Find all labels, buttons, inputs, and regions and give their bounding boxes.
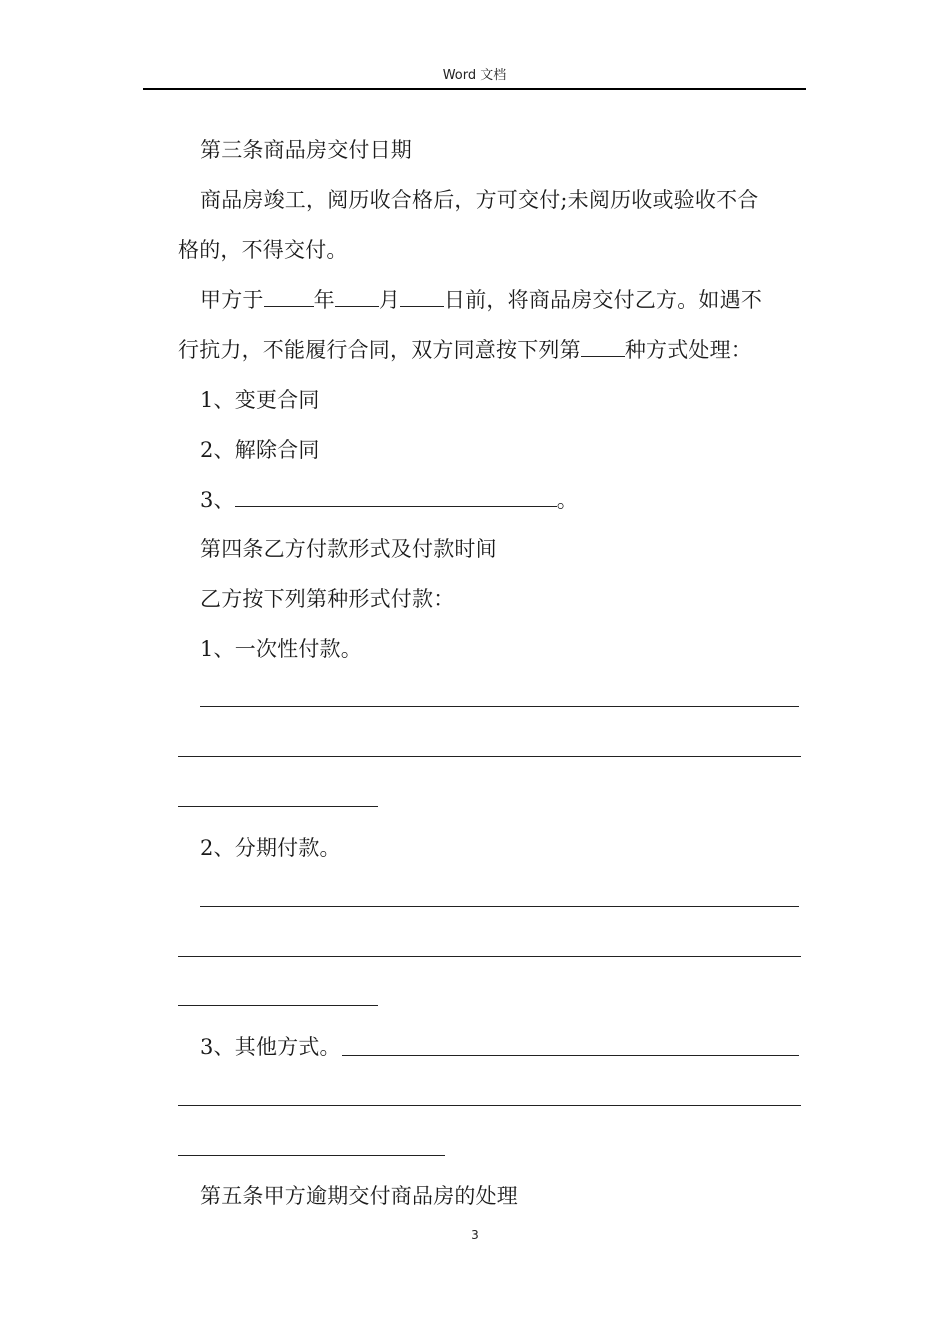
text-segment: 3、 bbox=[200, 488, 235, 512]
article3-item3 bbox=[178, 484, 824, 516]
article3-para2-line2 bbox=[178, 334, 802, 366]
page-number: 3 bbox=[471, 1228, 479, 1242]
fill-line bbox=[178, 1105, 801, 1106]
article3-item2: 2、解除合同 bbox=[200, 438, 320, 462]
fill-line bbox=[342, 1055, 799, 1056]
fill-line bbox=[200, 906, 799, 907]
fill-line bbox=[178, 1155, 445, 1156]
fill-line bbox=[178, 806, 378, 807]
fill-blank-option bbox=[581, 334, 625, 357]
text-segment: 年 bbox=[313, 288, 335, 312]
fill-blank-other bbox=[235, 484, 557, 507]
fill-blank-year bbox=[264, 284, 314, 307]
article3-para2-line1 bbox=[178, 284, 824, 316]
fill-line bbox=[178, 1005, 378, 1006]
article5-heading: 第五条甲方逾期交付商品房的处理 bbox=[200, 1184, 518, 1208]
article4-item3: 3、其他方式。 bbox=[200, 1035, 341, 1059]
fill-line bbox=[178, 756, 801, 757]
text-segment: 种方式处理： bbox=[624, 338, 753, 362]
article3-item1: 1、变更合同 bbox=[200, 388, 320, 412]
article4-item1: 1、一次性付款。 bbox=[200, 637, 362, 661]
article4-heading: 第四条乙方付款形式及付款时间 bbox=[200, 537, 497, 561]
article3-para1-line1: 商品房竣工，阅历收合格后，方可交付;未阅历收或验收不合 bbox=[200, 188, 759, 212]
fill-line bbox=[200, 706, 799, 707]
page-header: Word 文档 bbox=[143, 64, 806, 90]
article3-para1-line2: 格的，不得交付。 bbox=[178, 238, 348, 262]
article4-intro: 乙方按下列第种形式付款： bbox=[200, 587, 455, 611]
fill-blank-month bbox=[335, 284, 379, 307]
fill-blank-day bbox=[400, 284, 444, 307]
text-segment: 日前，将商品房交付乙方。如遇不 bbox=[444, 288, 763, 312]
text-segment: 月 bbox=[378, 288, 401, 312]
text-segment: 甲方于 bbox=[200, 288, 264, 312]
text-segment: 行抗力，不能履行合同，双方同意按下列第 bbox=[178, 338, 581, 362]
article4-item2: 2、分期付款。 bbox=[200, 836, 341, 860]
article3-heading: 第三条商品房交付日期 bbox=[200, 138, 412, 162]
fill-line bbox=[178, 956, 801, 957]
text-segment: 。 bbox=[556, 488, 578, 512]
